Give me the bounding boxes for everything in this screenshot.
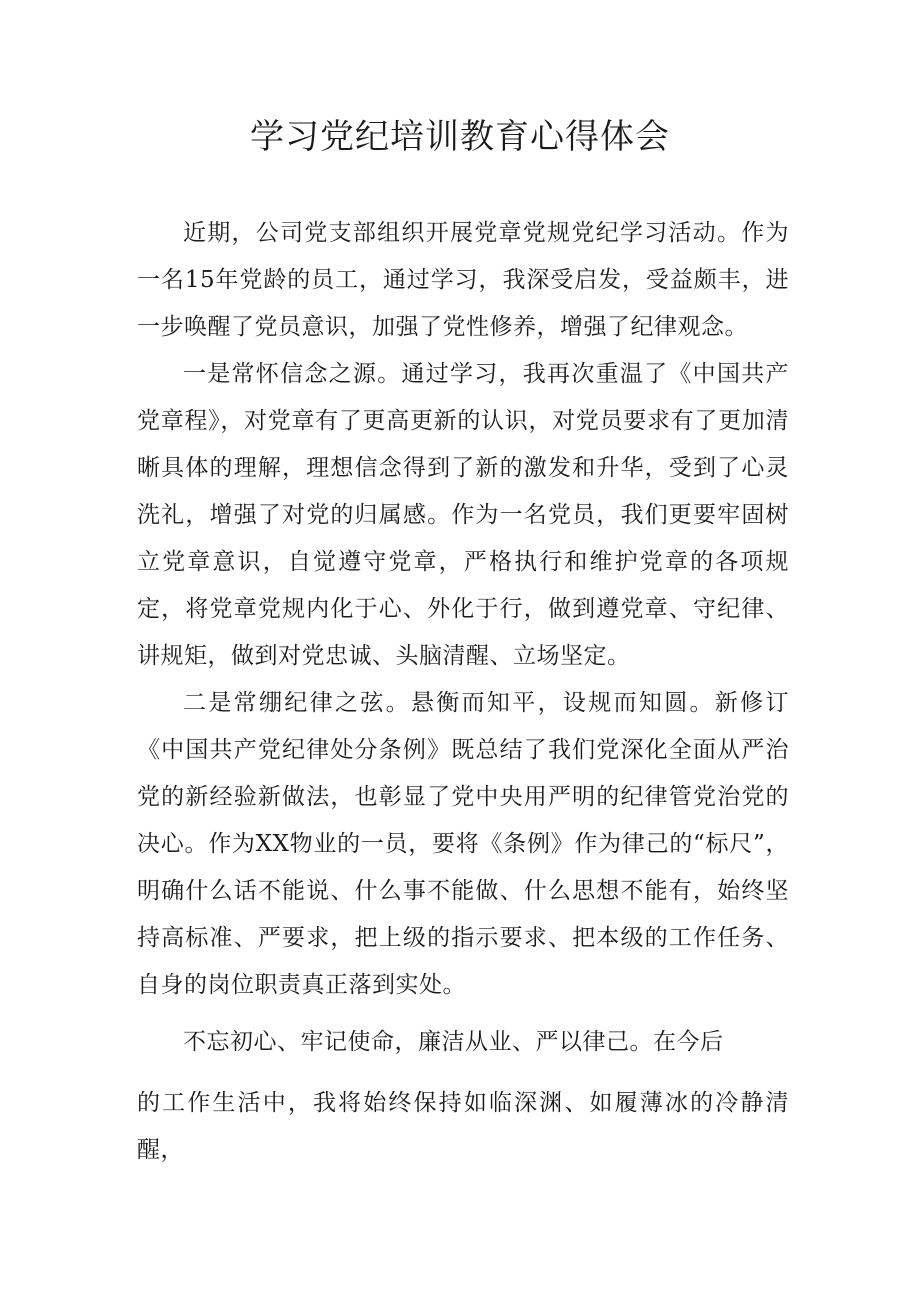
document-body xyxy=(137,210,789,1174)
document-title: 学习党纪培训教育心得体会 xyxy=(250,117,670,157)
paragraph-intro: 近期，公司党支部组织开展党章党规党纪学习活动。作为一名15年党龄的员工，通过学习，我深受启发，受益颇丰，进一步唤醒了党员意识，加强了党性修养，增强了纪律观念。 xyxy=(137,220,789,340)
paragraph-conclusion-start: 不忘初心、牢记使命，廉洁从业、严以律己。在今后 xyxy=(183,1029,724,1055)
paragraph-point-one: 一是常怀信念之源。通过学习，我再次重温了《中国共产党章程》，对党章有了更高更新的认识，对党员要求有了更加清晰具体的理解，理想信念得到了新的激发和升华，受到了心灵洗礼，增强了对党的归属感。作为一名党员，我们更要牢固树立党章意识，自觉遵守党章，严格执行和维护党章的各项规定，将党章党规内化于心、外化于行，做到遵党章、守纪律、讲规矩，做到对党忠诚、头脑清醒、立场坚定。 xyxy=(137,361,789,669)
paragraph-conclusion-continued: 的工作生活中，我将始终保持如临深渊、如履薄冰的冷静清醒， xyxy=(137,1090,789,1163)
paragraph-point-two: 二是常绷纪律之弦。悬衡而知平，设规而知圆。新修订《中国共产党纪律处分条例》既总结了我们党深化全面从严治党的新经验新做法，也彰显了党中央用严明的纪律管党治党的决心。作为XX物业的一员，要将《条例》作为律己的“标尺”，明确什么话不能说、什么事不能做、什么思想不能有，始终坚持高标准、严要求，把上级的指示要求、把本级的工作任务、自身的岗位职责真正落到实处。 xyxy=(137,690,789,998)
